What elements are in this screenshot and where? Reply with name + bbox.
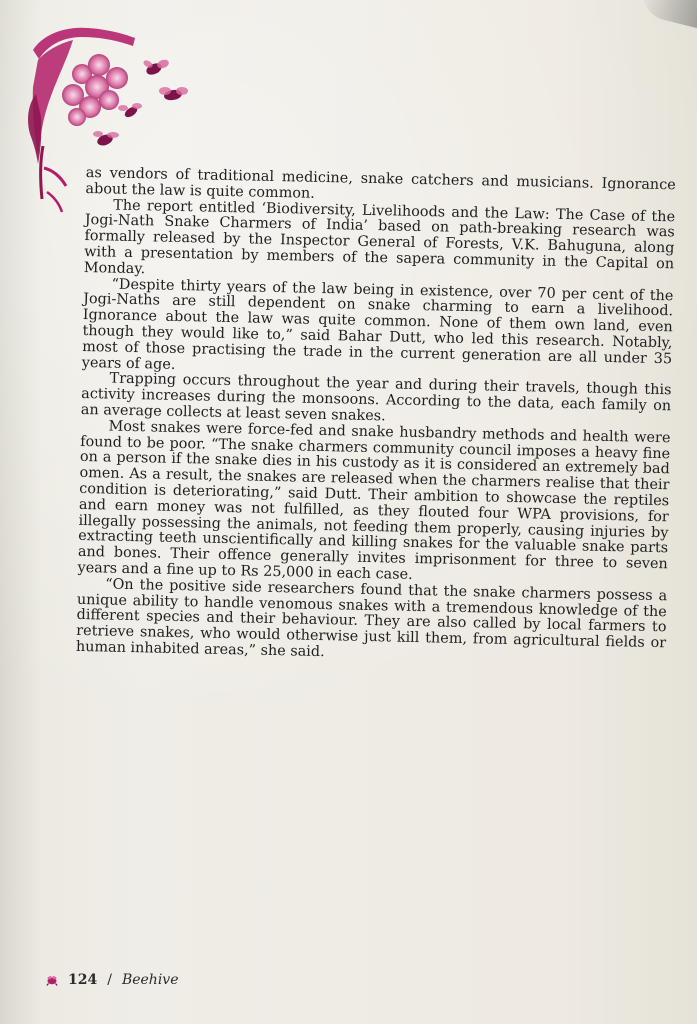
paragraph-1: as vendors of traditional medicine, snake catchers and musicians. Ignorance about the law is quite common.	[85, 165, 676, 202]
page-number: 124	[68, 972, 98, 988]
paragraph-6: “On the positive side researchers found that the snake charmers possess a unique ability to handle venomous snakes with a tremendous knowledge of the different species and their behaviour. They are also called by local farmers to retrieve snakes, who would otherwise just kill them, from agricultural fields or human inhabited areas,” she said.	[75, 576, 668, 661]
page-curl-shadow	[637, 0, 697, 30]
bee-icon	[44, 972, 60, 988]
publication-name: Beehive	[121, 972, 179, 988]
paragraph-2: The report entitled ‘Biodiversity, Livelihoods and the Law: The Case of the Jogi-Nath Snake Charmers of India’ based on path-breaking research was formally released by the Inspector General of Forests, V.K. Bahuguna, along with a presentation by members of the sapera community in the Capital on Monday.	[83, 197, 676, 278]
paragraph-5: Most snakes were force-fed and snake husbandry methods and health were found to be poor. “The snake charmers community council imposes a heavy fine on a person if the snake dies in his custody as it is considered an extremely bad omen. As a result, the snakes are released when the charmers realise that their condition is deteriorating,” said Dutt. Their ambition to showcase the reptiles and earn money was not fulfilled, as they flouted four WPA provisions, for illegally possessing the animals, not feeding them properly, causing injuries by extracting teeth unscientifically and killing snakes for the valuable snake parts and bones. Their offence generally invites imprisonment for three to seven years and a fine up to Rs 25,000 in each case.	[77, 418, 671, 583]
page-separator: /	[107, 972, 112, 988]
page-footer	[44, 972, 179, 988]
paragraph-4: Trapping occurs throughout the year and during their travels, though this activity increases during the monsoons. According to the data, each family on an average collects at least seven snakes.	[80, 370, 672, 425]
article-body	[76, 166, 676, 668]
paragraph-3: “Despite thirty years of the law being in existence, over 70 per cent of the Jogi-Naths are still dependent on snake charming to earn a livelihood. Ignorance about the law was quite common. None of them own land, even though they would like to,” said Bahar Dutt, who led this research. Notably, most of those practising the trade in the current generation are all under 35 years of age.	[81, 276, 674, 373]
